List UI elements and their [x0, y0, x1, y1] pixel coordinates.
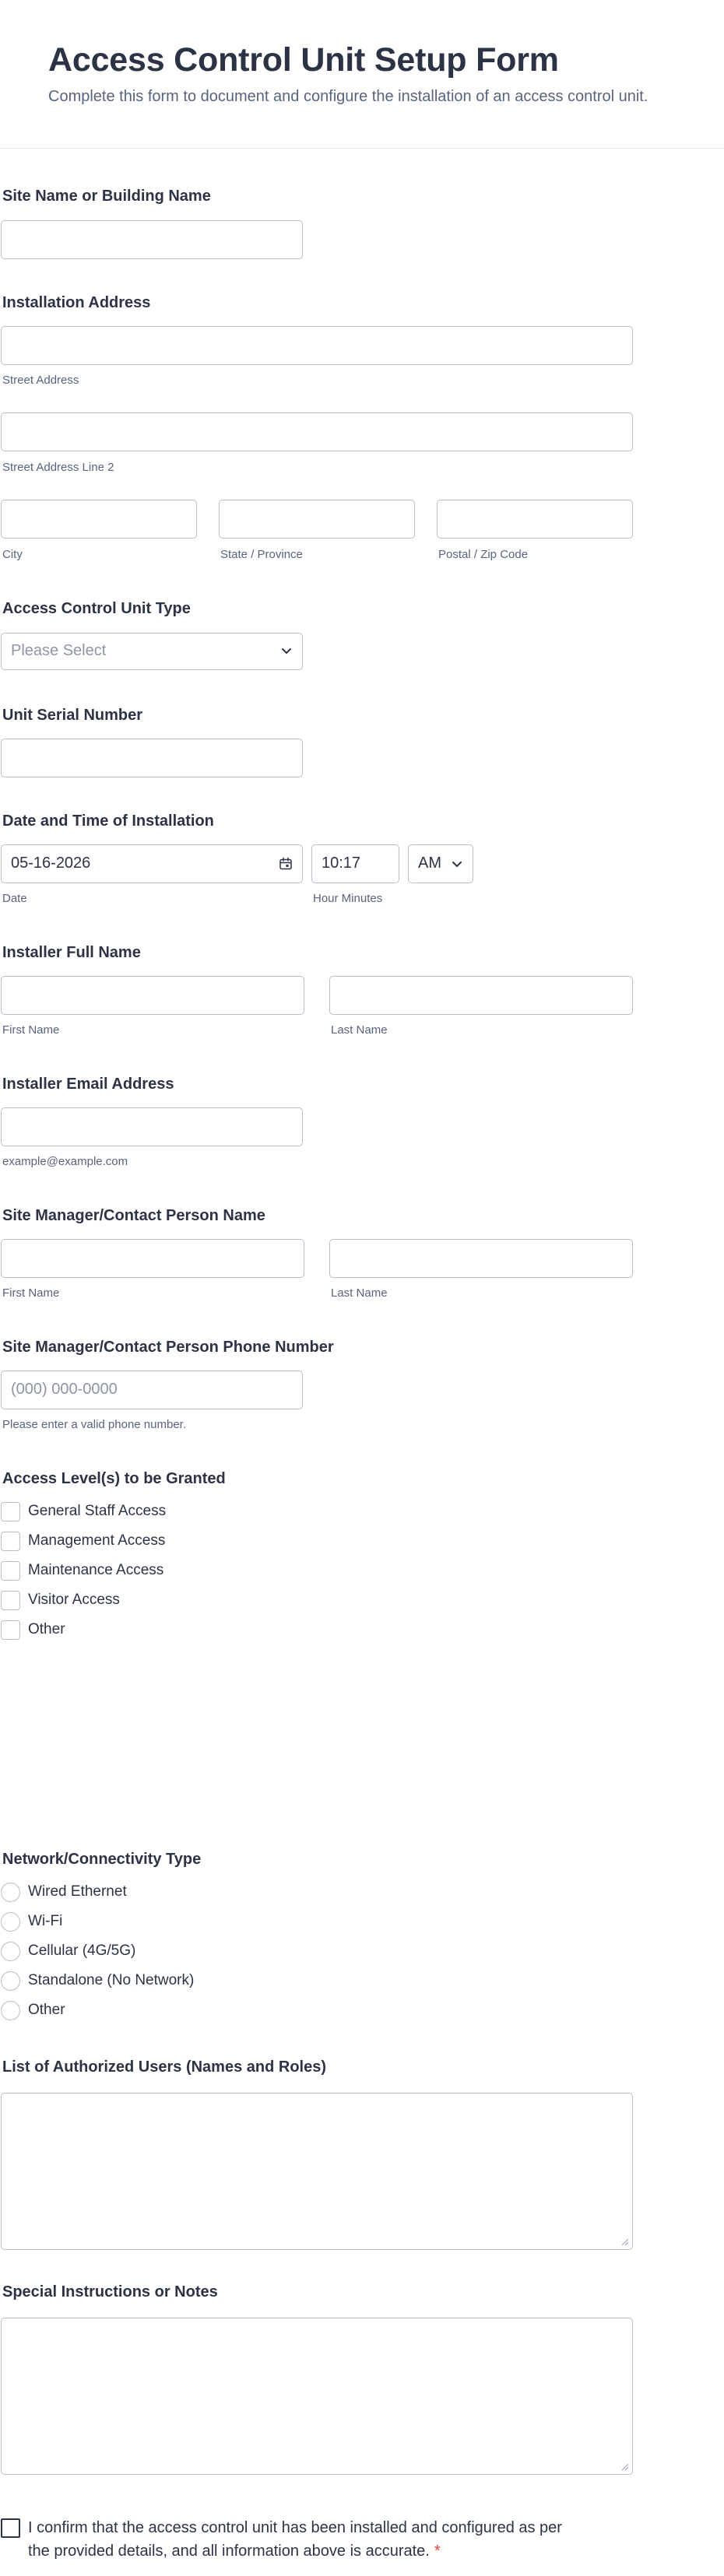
contact-last-name-sublabel: Last Name: [331, 1286, 388, 1300]
unit-type-select[interactable]: [1, 633, 303, 670]
checkbox[interactable]: [1, 1591, 20, 1610]
contact-phone-placeholder: (000) 000-0000: [11, 1381, 118, 1398]
street-address-input[interactable]: [1, 326, 633, 365]
confirmation-checkbox[interactable]: [1, 2518, 20, 2538]
postal-code-sublabel: Postal / Zip Code: [438, 548, 529, 561]
unit-type-placeholder: Please Select: [11, 642, 107, 659]
site-name-label: Site Name or Building Name: [2, 188, 211, 205]
state-sublabel: State / Province: [220, 548, 303, 561]
site-name-input[interactable]: [1, 220, 303, 259]
network-type-label: Network/Connectivity Type: [2, 1851, 202, 1868]
resize-grip-icon[interactable]: [620, 2237, 629, 2246]
confirmation-row[interactable]: [1, 2516, 573, 2563]
installer-email-label: Installer Email Address: [2, 1076, 174, 1093]
network-option-label: Wi-Fi: [28, 1913, 63, 1929]
required-mark: *: [434, 2543, 441, 2560]
access-level-option[interactable]: [1, 1556, 166, 1585]
network-type-group: [1, 1877, 194, 2025]
time-input[interactable]: 10:17: [311, 844, 399, 883]
city-input[interactable]: [1, 500, 197, 539]
confirmation-text-wrap: [28, 2516, 573, 2563]
contact-first-name-input[interactable]: [1, 1239, 304, 1278]
access-level-option-label: Management Access: [28, 1532, 166, 1549]
date-sublabel: Date: [2, 892, 27, 905]
time-sublabel: Hour Minutes: [313, 892, 383, 905]
radio[interactable]: [1, 1971, 20, 1991]
access-level-option[interactable]: [1, 1526, 166, 1556]
form-header: [0, 0, 724, 149]
contact-phone-sublabel: Please enter a valid phone number.: [2, 1418, 186, 1431]
serial-number-input[interactable]: [1, 739, 303, 777]
access-levels-label: Access Level(s) to be Granted: [2, 1470, 226, 1487]
street-address-line2-input[interactable]: [1, 412, 633, 451]
network-option-label: Cellular (4G/5G): [28, 1943, 136, 1959]
contact-last-name-input[interactable]: [329, 1239, 633, 1278]
street-address-line2-sublabel: Street Address Line 2: [2, 461, 114, 474]
radio[interactable]: [1, 1912, 20, 1932]
radio[interactable]: [1, 2001, 20, 2020]
ampm-value: AM: [418, 855, 441, 872]
contact-name-label: Site Manager/Contact Person Name: [2, 1207, 265, 1224]
network-option[interactable]: [1, 1877, 194, 1907]
notes-textarea[interactable]: [1, 2318, 633, 2475]
contact-first-name-sublabel: First Name: [2, 1286, 60, 1300]
checkbox[interactable]: [1, 1532, 20, 1551]
installer-name-label: Installer Full Name: [2, 944, 141, 961]
access-level-option-label: General Staff Access: [28, 1503, 167, 1519]
confirmation-text: I confirm that the access control unit has been installed and configured as per the provided details, and all information above is accurate.: [28, 2519, 562, 2560]
calendar-icon[interactable]: [279, 857, 293, 871]
unit-type-label: Access Control Unit Type: [2, 600, 191, 617]
street-address-sublabel: Street Address: [2, 374, 79, 387]
access-levels-group: [1, 1497, 166, 1644]
chevron-down-icon: [280, 644, 293, 657]
network-option-label: Standalone (No Network): [28, 1972, 195, 1988]
radio[interactable]: [1, 1883, 20, 1902]
authorized-users-textarea[interactable]: [1, 2093, 633, 2250]
installer-last-name-sublabel: Last Name: [331, 1023, 388, 1037]
installer-first-name-input[interactable]: [1, 976, 304, 1015]
access-level-option-label: Other: [28, 1621, 65, 1637]
contact-phone-label: Site Manager/Contact Person Phone Number: [2, 1339, 334, 1356]
network-option[interactable]: [1, 1907, 194, 1936]
network-option-label: Other: [28, 2002, 65, 2018]
network-option[interactable]: [1, 1995, 194, 2025]
ampm-select[interactable]: [408, 844, 473, 883]
chevron-down-icon: [451, 858, 463, 870]
network-option-label: Wired Ethernet: [28, 1883, 127, 1900]
form-title: Access Control Unit Setup Form: [48, 41, 559, 79]
access-level-option[interactable]: [1, 1585, 166, 1615]
access-level-option[interactable]: [1, 1497, 166, 1526]
checkbox[interactable]: [1, 1561, 20, 1581]
form-description: Complete this form to document and configure the installation of an access control unit.: [48, 88, 648, 105]
installation-datetime-label: Date and Time of Installation: [2, 812, 214, 830]
serial-number-label: Unit Serial Number: [2, 707, 143, 724]
notes-label: Special Instructions or Notes: [2, 2283, 218, 2301]
access-level-option-label: Visitor Access: [28, 1592, 120, 1608]
installer-last-name-input[interactable]: [329, 976, 633, 1015]
postal-code-input[interactable]: [437, 500, 633, 539]
checkbox[interactable]: [1, 1620, 20, 1640]
resize-grip-icon[interactable]: [620, 2462, 629, 2471]
installer-email-sublabel: example@example.com: [2, 1155, 128, 1168]
installation-address-label: Installation Address: [2, 294, 151, 311]
date-input[interactable]: [1, 844, 303, 883]
access-level-option[interactable]: [1, 1615, 166, 1644]
access-level-option-label: Maintenance Access: [28, 1562, 164, 1578]
date-value: 05-16-2026: [11, 855, 91, 872]
state-input[interactable]: [219, 500, 415, 539]
contact-phone-input[interactable]: [1, 1370, 303, 1409]
authorized-users-label: List of Authorized Users (Names and Roles): [2, 2058, 326, 2076]
installer-first-name-sublabel: First Name: [2, 1023, 60, 1037]
network-option[interactable]: [1, 1936, 194, 1966]
radio[interactable]: [1, 1942, 20, 1961]
network-option[interactable]: [1, 1966, 194, 1995]
installer-email-input[interactable]: [1, 1107, 303, 1146]
checkbox[interactable]: [1, 1502, 20, 1521]
city-sublabel: City: [2, 548, 23, 561]
